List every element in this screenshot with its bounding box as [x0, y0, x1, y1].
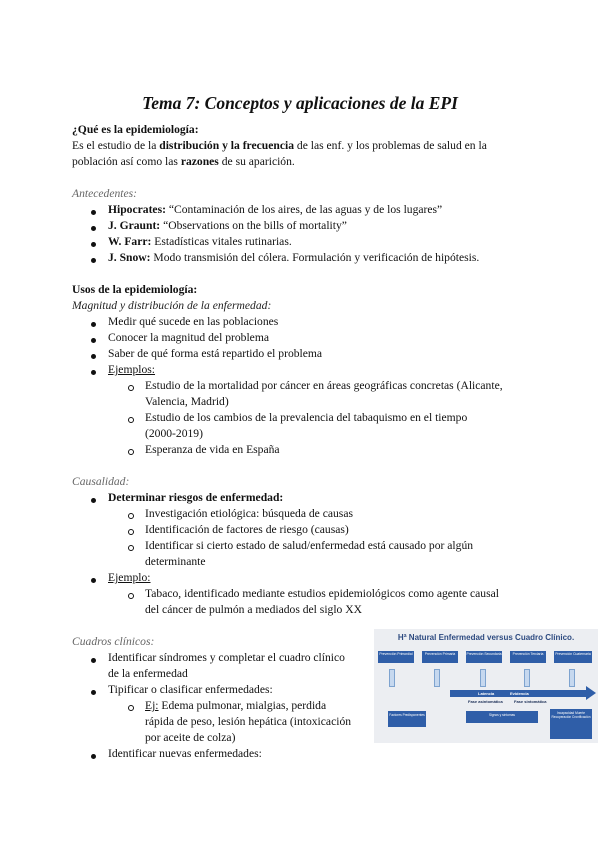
prevention-box: Prevención Primaria [422, 651, 458, 663]
causalidad-ejemplo-label: Ejemplo: [108, 571, 151, 584]
bullet-icon [91, 498, 96, 503]
down-arrow-icon [480, 669, 486, 687]
outcome-box: Signos y síntomas [466, 711, 538, 723]
cuadros-ejemplo-cont: rápida de peso, lesión hepática (intoxicación [145, 715, 352, 728]
cuadros-item: Identificar nuevas enfermedades: [108, 747, 262, 760]
ejemplo-item-cont: Valencia, Madrid) [145, 395, 229, 408]
bullet-icon [91, 754, 96, 759]
prevention-box: Prevención Terciaria [510, 651, 546, 663]
timeline-arrow-head-icon [586, 686, 596, 700]
down-arrow-icon [569, 669, 575, 687]
causalidad-sub: Investigación etiológica: búsqueda de causas [145, 507, 353, 520]
prevention-box: Prevención Primordial [378, 651, 414, 663]
causalidad-heading: Causalidad: [72, 475, 130, 488]
q1-paragraph-line2: población así como las razones de su aparición. [72, 155, 295, 168]
cuadros-ejemplo-cont: por aceite de colza) [145, 731, 236, 744]
antecedentes-heading: Antecedentes: [72, 187, 138, 200]
bullet-icon [91, 322, 96, 327]
ejemplo-item-cont: (2000-2019) [145, 427, 203, 440]
ejemplo-item: Esperanza de vida en España [145, 443, 280, 456]
down-arrow-icon [434, 669, 440, 687]
causalidad-sub: Identificación de factores de riesgo (causas) [145, 523, 349, 536]
ejemplo-item: Estudio de los cambios de la prevalencia del tabaquismo en el tiempo [145, 411, 468, 424]
bullet-icon [91, 226, 96, 231]
cuadros-item: Tipificar o clasificar enfermedades: [108, 683, 273, 696]
causalidad-sub-cont: determinante [145, 555, 206, 568]
bullet-icon [91, 338, 96, 343]
cuadros-heading: Cuadros clínicos: [72, 635, 155, 648]
natural-history-diagram [374, 629, 598, 743]
ejemplos-label: Ejemplos: [108, 363, 156, 376]
magnitud-heading: Magnitud y distribución de la enfermedad: [72, 299, 272, 312]
sub-bullet-icon [128, 593, 134, 599]
latencia-label: Latencia [478, 691, 495, 696]
causalidad-ejemplo-cont: del cáncer de pulmón a mediados del siglo XX [145, 603, 362, 616]
bullet-icon [91, 210, 96, 215]
sub-bullet-icon [128, 705, 134, 711]
magnitud-item: Saber de qué forma está repartido el problema [108, 347, 323, 360]
causalidad-ejemplo: Tabaco, identificado mediante estudios epidemiológicos como agente causal [145, 587, 499, 600]
sub-bullet-icon [128, 449, 134, 455]
fase-sintomatica-label: Fase sintomática [514, 699, 547, 704]
down-arrow-icon [524, 669, 530, 687]
page-title: Tema 7: Conceptos y aplicaciones de la EPI [142, 93, 458, 113]
cuadros-ejemplo: Ej: Edema pulmonar, mialgias, perdida [145, 699, 327, 712]
sub-bullet-icon [128, 513, 134, 519]
sub-bullet-icon [128, 417, 134, 423]
sub-bullet-icon [128, 385, 134, 391]
bullet-icon [91, 578, 96, 583]
diagram-title: Hª Natural Enfermedad versus Cuadro Clínico. [397, 633, 575, 642]
fase-asintomatica-label: Fase asintomática [468, 699, 503, 704]
antecedente-item: J. Graunt: “Observations on the bills of mortality” [108, 219, 347, 232]
bullet-icon [91, 690, 96, 695]
down-arrow-icon [389, 669, 395, 687]
bullet-icon [91, 658, 96, 663]
magnitud-item: Medir qué sucede en las poblaciones [108, 315, 279, 328]
outcome-box: Factores Predisponentes [388, 711, 426, 727]
usos-heading: Usos de la epidemiología: [72, 283, 198, 296]
antecedente-item: J. Snow: Modo transmisión del cólera. Formulación y verificación de hipótesis. [108, 251, 480, 264]
bullet-icon [91, 370, 96, 375]
antecedente-item: W. Farr: Estadísticas vitales rutinarias. [108, 235, 292, 248]
bullet-icon [91, 258, 96, 263]
magnitud-item: Conocer la magnitud del problema [108, 331, 269, 344]
cuadros-item-cont: de la enfermedad [108, 667, 188, 680]
causalidad-main: Determinar riesgos de enfermedad: [108, 491, 284, 504]
antecedente-item: Hipocrates: “Contaminación de los aires, de las aguas y de los lugares” [108, 203, 443, 216]
cuadros-item: Identificar síndromes y completar el cuadro clínico [108, 651, 345, 664]
sub-bullet-icon [128, 545, 134, 551]
outcome-box: Incapacidad Muerte Recuperación Cronificación [550, 709, 592, 739]
bullet-icon [91, 242, 96, 247]
q1-heading: ¿Qué es la epidemiología: [72, 123, 199, 136]
causalidad-sub: Identificar si cierto estado de salud/enfermedad está causado por algún [145, 539, 474, 552]
sub-bullet-icon [128, 529, 134, 535]
prevention-box: Prevención Cuaternaria [554, 651, 592, 663]
prevention-box: Prevención Secundaria [466, 651, 502, 663]
evidencia-label: Evidencia [510, 691, 529, 696]
bullet-icon [91, 354, 96, 359]
q1-paragraph-line1: Es el estudio de la distribución y la frecuencia de las enf. y los problemas de salud en la [72, 139, 487, 152]
ejemplo-item: Estudio de la mortalidad por cáncer en áreas geográficas concretas (Alicante, [145, 379, 503, 392]
